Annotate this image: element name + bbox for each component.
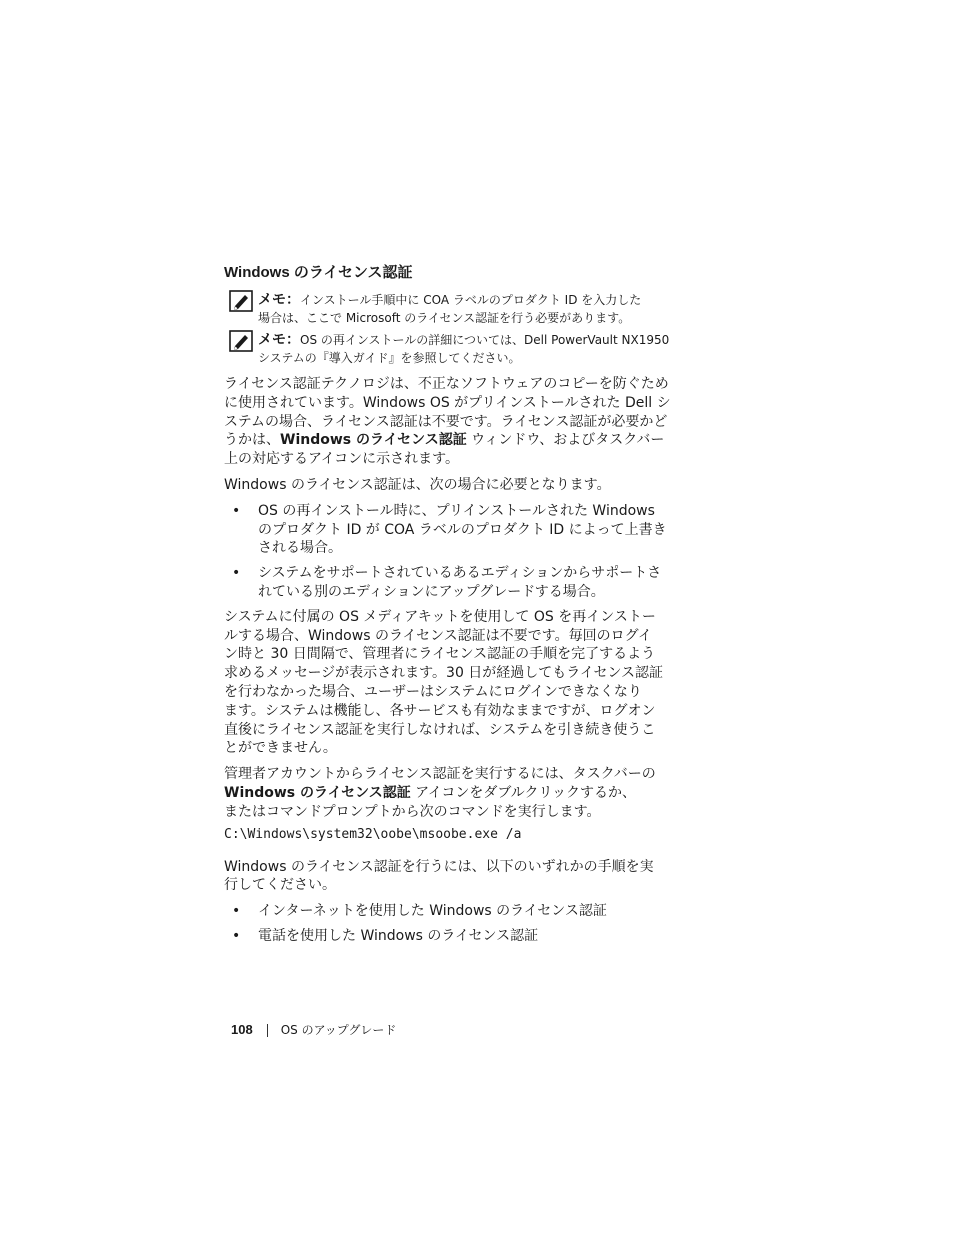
text-line: とができません。 xyxy=(224,740,337,757)
paragraph-media-kit xyxy=(224,608,710,758)
list-item xyxy=(224,902,710,921)
text-line: ステムの場合、ライセンス認証は不要です。ライセンス認証が必要かど xyxy=(224,413,668,430)
page-number: 108 xyxy=(231,1022,253,1037)
text-line: またはコマンドプロンプトから次のコマンドを実行します。 xyxy=(224,803,601,820)
note-2-text xyxy=(258,331,710,367)
note-2-line1: OS の再インストールの詳細については、Dell PowerVault NX1950 xyxy=(300,333,670,347)
paragraph-activation-technology xyxy=(224,375,710,469)
text-line: Windows のライセンス認証を行うには、以下のいずれかの手順を実 xyxy=(224,858,654,875)
bullet-glyph: • xyxy=(232,903,241,920)
text-line: うかは、 xyxy=(224,432,280,449)
text-line: システムに付属の OS メディアキットを使用して OS を再インストー xyxy=(224,608,656,625)
page-content xyxy=(224,263,710,952)
paragraph-activation-steps xyxy=(224,858,710,896)
text-line: れている別のエディションにアップグレードする場合。 xyxy=(258,583,605,600)
page-footer xyxy=(231,1021,396,1039)
text-line: を行わなかった場合、ユーザーはシステムにログインできなくなり xyxy=(224,683,642,700)
text-line: ン時と 30 日間隔で、管理者にライセンス認証の手順を完了するよう xyxy=(224,646,656,663)
list-item xyxy=(224,927,710,946)
text-line: 求めるメッセージが表示されます。30 日が経過してもライセンス認証 xyxy=(224,665,664,682)
text-line: ライセンス認証テクノロジは、不正なソフトウェアのコピーを防ぐため xyxy=(224,376,669,392)
text-line: ウィンドウ、およびタスクバー xyxy=(466,432,665,449)
bullet-list-cases xyxy=(224,502,710,602)
text-line: 直後にライセンス認証を実行しなければ、システムを引き続き使うこ xyxy=(224,721,656,738)
paragraph-activation-required: Windows のライセンス認証は、次の場合に必要となります。 xyxy=(224,476,611,493)
bold-ui-term: Windows のライセンス認証 xyxy=(280,432,467,449)
list-item xyxy=(224,502,710,558)
note-1-line2: 場合は、ここで Microsoft のライセンス認証を行う必要があります。 xyxy=(258,311,631,325)
text-line: OS の再インストール時に、プリインストールされた Windows xyxy=(258,502,655,519)
text-line: に使用されています。Windows OS がプリインストールされた Dell シ xyxy=(224,394,671,411)
text-line: 行してください。 xyxy=(224,877,336,894)
pencil-note-icon xyxy=(224,330,258,352)
note-2-line2: システムの『導入ガイド』を参照してください。 xyxy=(258,351,521,365)
text-line: 管理者アカウントからライセンス認証を実行するには、タスクバーの xyxy=(224,766,656,783)
note-label: メモ： xyxy=(258,292,300,308)
text-line: 電話を使用した Windows のライセンス認証 xyxy=(258,927,539,944)
text-line: ます。システムは機能し、各サービスも有効なままですが、ログオン xyxy=(224,702,656,719)
text-line: システムをサポートされているあるエディションからサポートさ xyxy=(258,565,662,582)
footer-divider xyxy=(267,1024,268,1037)
bullet-glyph: • xyxy=(232,927,241,944)
bullet-glyph: • xyxy=(232,502,241,519)
section-heading: Windows のライセンス認証 xyxy=(224,264,413,281)
pencil-note-icon xyxy=(224,290,258,312)
bullet-glyph: • xyxy=(232,565,241,582)
note-2 xyxy=(224,331,710,367)
command-line: C:\Windows\system32\oobe\msoobe.exe /a xyxy=(224,826,522,842)
text-line: のプロダクト ID が COA ラベルのプロダクト ID によって上書き xyxy=(258,521,667,538)
paragraph-admin-activation xyxy=(224,765,710,821)
footer-section-title: OS のアップグレード xyxy=(280,1023,397,1037)
text-line: 上の対応するアイコンに示されます。 xyxy=(224,451,460,468)
text-line: される場合。 xyxy=(258,540,342,557)
text-line: ルする場合、Windows のライセンス認証は不要です。毎回のログイ xyxy=(224,627,652,644)
note-1-text xyxy=(258,291,710,327)
text-line: インターネットを使用した Windows のライセンス認証 xyxy=(258,903,607,920)
list-item xyxy=(224,564,710,602)
bold-ui-term: Windows のライセンス認証 xyxy=(224,784,411,801)
note-1-line1: インストール手順中に COA ラベルのプロダクト ID を入力した xyxy=(300,293,642,307)
note-label: メモ： xyxy=(258,332,300,348)
note-1 xyxy=(224,291,710,327)
text-line: アイコンをダブルクリックするか、 xyxy=(410,784,636,801)
bullet-list-methods xyxy=(224,902,710,946)
